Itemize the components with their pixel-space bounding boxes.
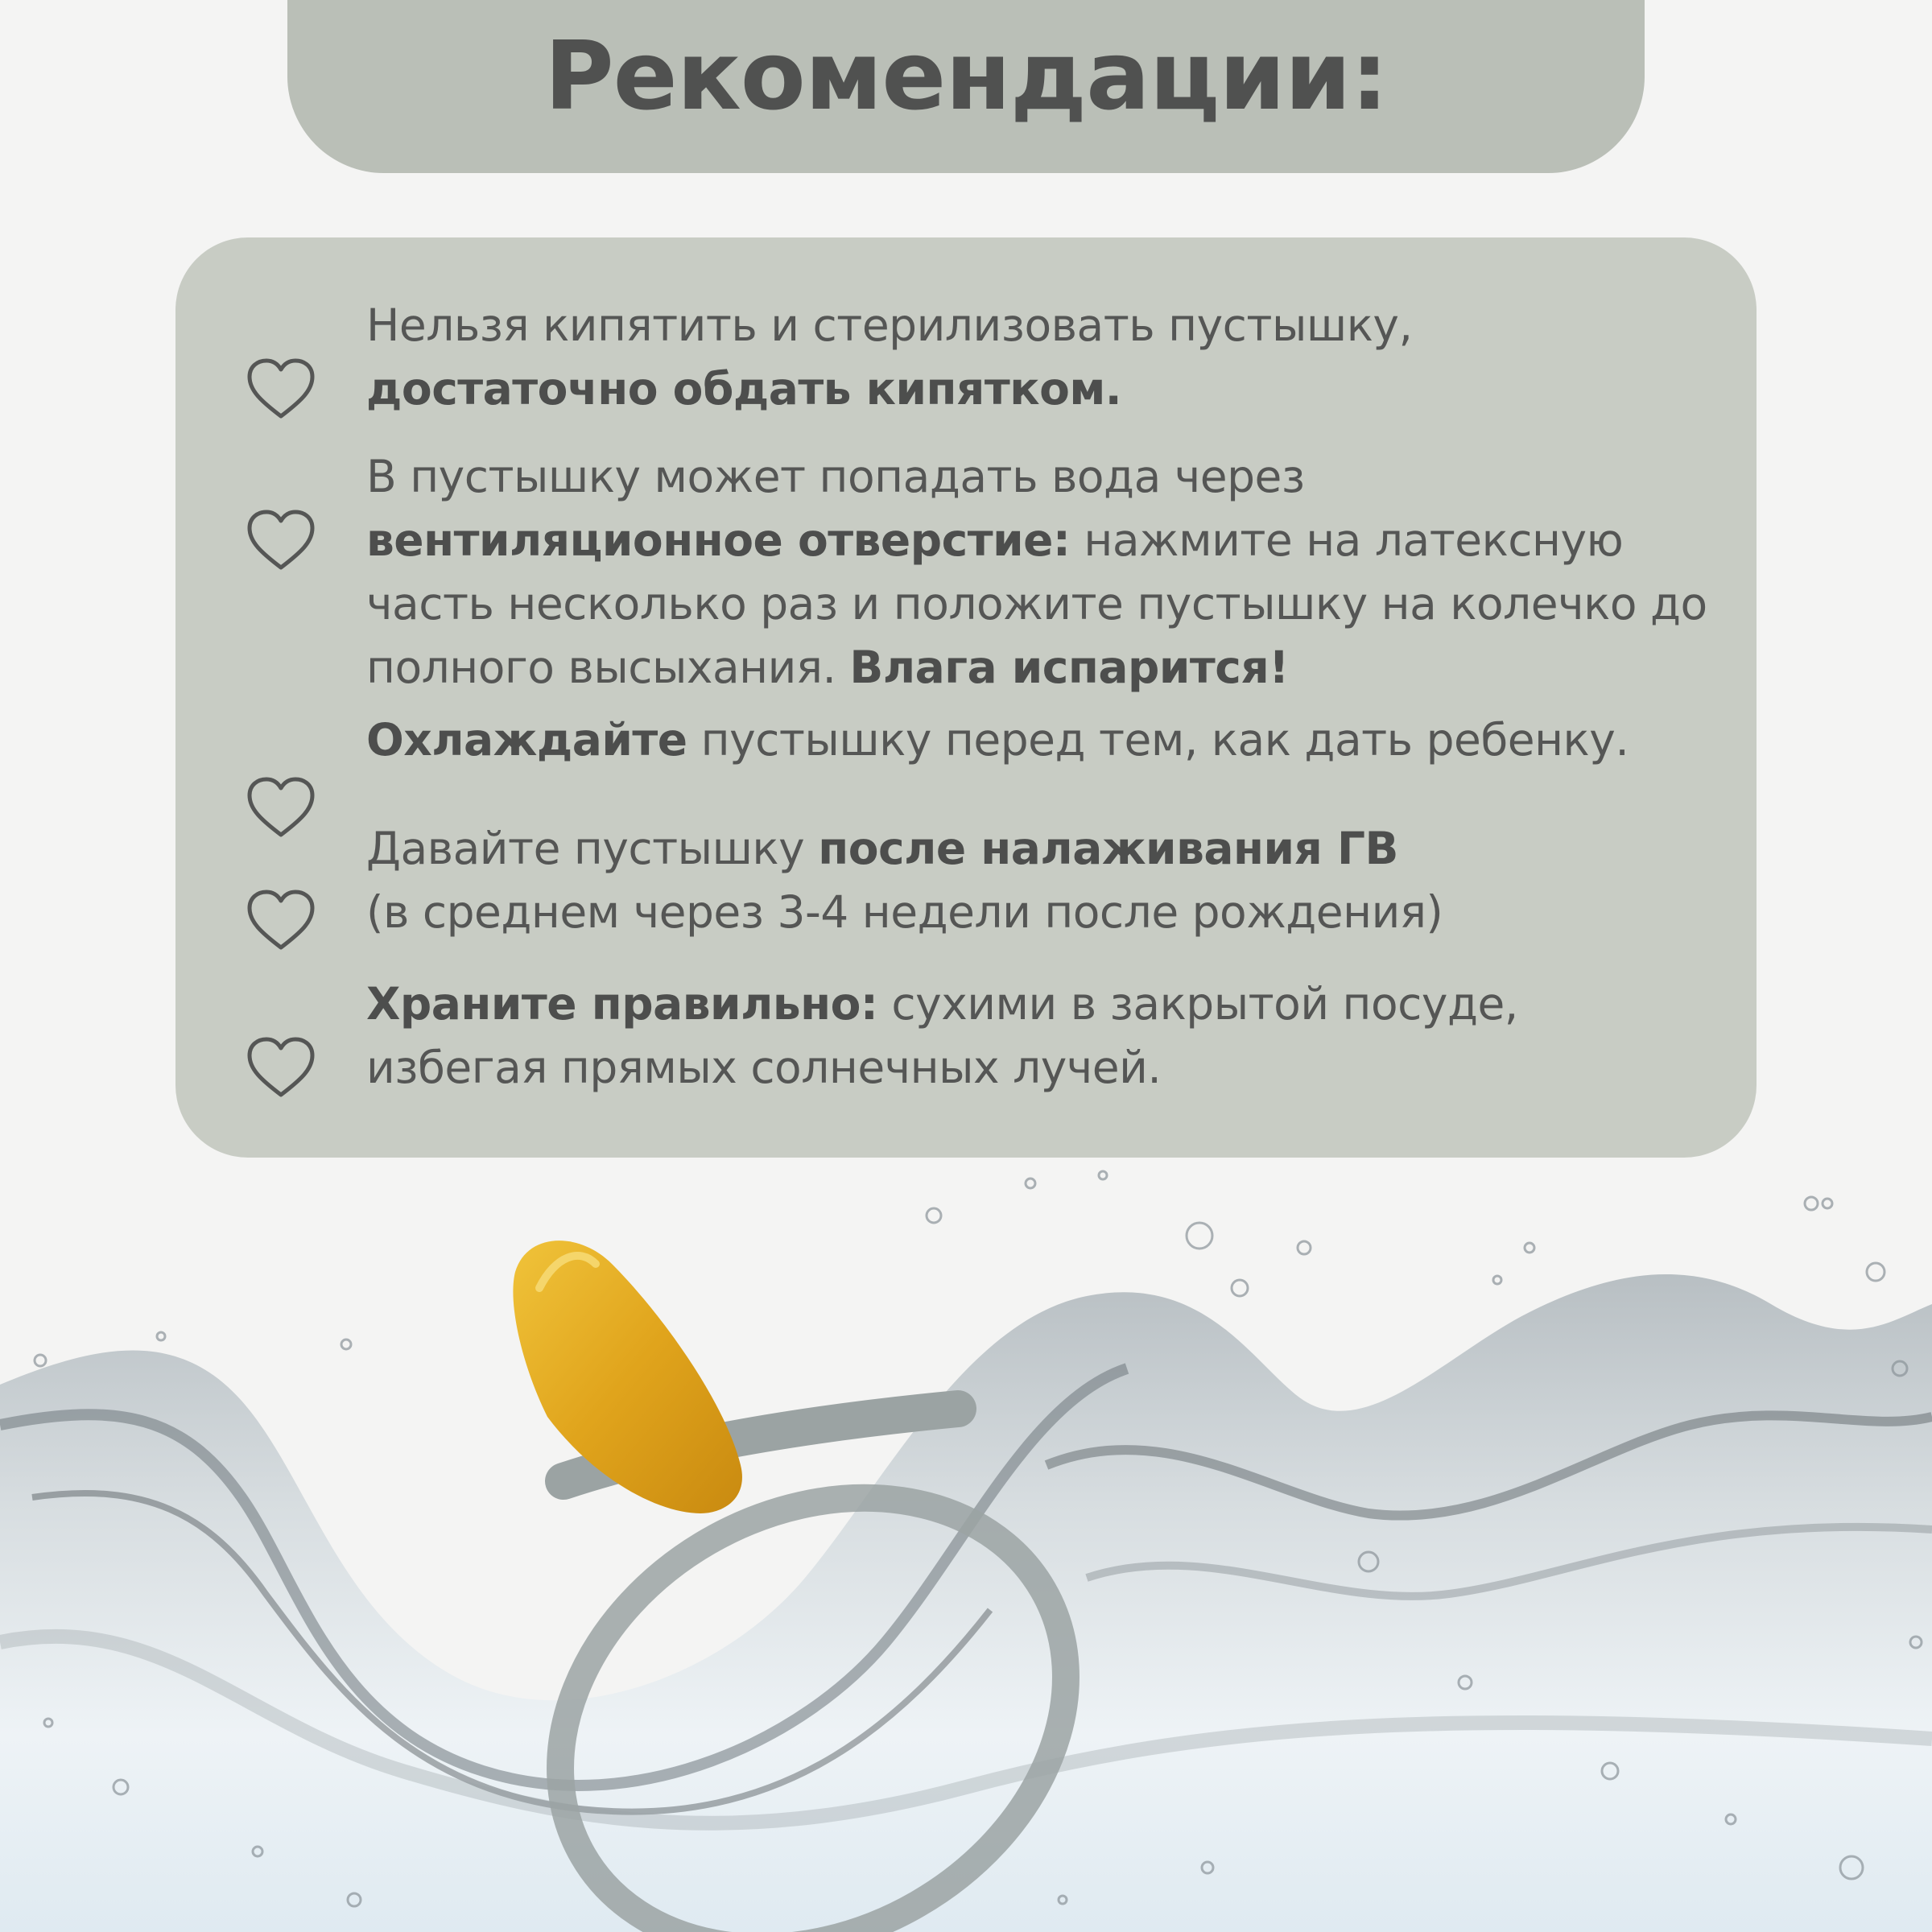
item-text: [366, 708, 1711, 772]
heart-icon: [245, 1035, 317, 1100]
heart-icon: [245, 775, 317, 840]
item-text-regular: В пустышку может попадать вода через: [366, 451, 1305, 502]
item-text: [366, 972, 1711, 1100]
item-text-regular: пустышку перед тем, как дать ребенку.: [687, 714, 1629, 766]
item-text-regular: (в среднем через 3-4 недели после рождения): [366, 886, 1443, 938]
recommendations-card: [175, 237, 1757, 1158]
item-text: [366, 294, 1711, 421]
item-text-regular: нажмите на латексную часть несколько раз и положите пустышку на колечко до полного высыхания.: [366, 514, 1707, 693]
item-text-regular: сухими в закрытой посуде, избегая прямых солнечных лучей.: [366, 978, 1518, 1093]
title-banner: [287, 0, 1645, 173]
heart-icon: [245, 888, 317, 952]
heart-icon: [245, 508, 317, 572]
item-text-bold: Влага испарится!: [849, 642, 1289, 693]
item-text-bold: вентиляционное отверстие:: [366, 514, 1071, 566]
item-text: [366, 817, 1711, 944]
page-title: Рекомендации:: [544, 20, 1388, 131]
item-text: [366, 445, 1711, 700]
item-text-bold: Охлаждайте: [366, 714, 687, 766]
item-text-regular: Давайте пустышку: [366, 823, 819, 874]
heart-icon: [245, 357, 317, 421]
item-text-regular: Нельзя кипятить и стерилизовать пустышку,: [366, 299, 1413, 351]
water-splash-illustration: [0, 1159, 1932, 1932]
item-text-bold: Храните правильно:: [366, 978, 878, 1030]
item-text-bold: после налаживания ГВ: [818, 823, 1398, 874]
item-text-bold: достаточно обдать кипятком.: [366, 363, 1122, 415]
